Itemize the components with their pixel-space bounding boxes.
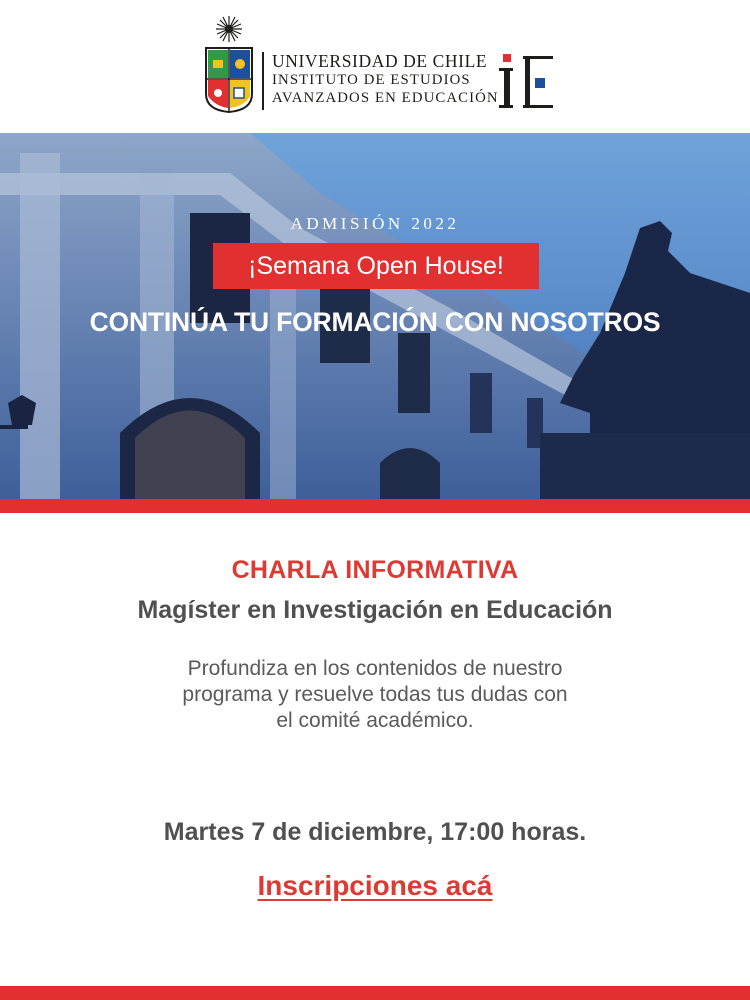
event-kicker: CHARLA INFORMATIVA (231, 556, 519, 584)
institute-line-2: AVANZADOS EN EDUCACIÓN (272, 90, 499, 106)
footer-red-bar (0, 986, 750, 1000)
admission-eyebrow: ADMISIÓN 2022 (290, 214, 460, 233)
event-description (0, 656, 750, 734)
ie-logo (495, 54, 559, 112)
event-datetime: Martes 7 de diciembre, 17:00 horas. (163, 818, 587, 846)
university-name: UNIVERSIDAD DE CHILE (272, 51, 488, 71)
red-divider-stripe (0, 499, 750, 513)
hero-title: CONTINÚA TU FORMACIÓN CON NOSOTROS (89, 307, 661, 337)
program-title: Magíster en Investigación en Educación (137, 596, 613, 624)
logo-divider (262, 52, 264, 110)
institute-line-1: INSTITUTO DE ESTUDIOS (272, 72, 471, 88)
university-crest-logo (203, 14, 255, 114)
header (0, 0, 750, 133)
open-house-badge: ¡Semana Open House! (213, 243, 539, 289)
hero-banner (0, 133, 750, 499)
registration-link-wrapper (0, 870, 750, 902)
description-line: Profundiza en los contenidos de nuestro (187, 657, 563, 680)
description-line: programa y resuelve todas tus dudas con (182, 683, 568, 706)
description-line: el comité académico. (276, 709, 474, 732)
registration-link[interactable]: Inscripciones acá (257, 870, 493, 901)
university-name-block (272, 52, 499, 107)
